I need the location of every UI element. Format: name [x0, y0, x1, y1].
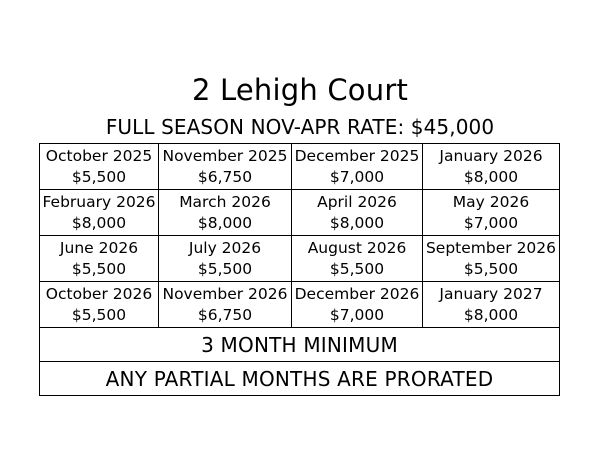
month-price: $7,000 [329, 167, 385, 186]
month-price: $7,000 [329, 305, 385, 324]
month-price: $8,000 [329, 213, 385, 232]
month-price: $6,750 [197, 305, 253, 324]
monthly-rate-table [39, 143, 560, 396]
month-label: May 2026 [452, 192, 530, 211]
month-price: $8,000 [463, 305, 519, 324]
month-label: June 2026 [59, 238, 139, 257]
month-price: $5,500 [71, 305, 127, 324]
rate-cell [292, 144, 423, 190]
rate-cell [40, 282, 159, 328]
month-price: $7,000 [463, 213, 519, 232]
table-row [40, 144, 560, 190]
month-price: $8,000 [463, 167, 519, 186]
month-price: $5,500 [463, 259, 519, 278]
minimum-stay-row [40, 328, 560, 362]
rate-cell [423, 190, 560, 236]
month-label: November 2025 [162, 146, 288, 165]
rate-cell [159, 190, 292, 236]
full-season-rate: FULL SEASON NOV-APR RATE: $45,000 [105, 115, 495, 139]
rate-cell [292, 282, 423, 328]
table-row [40, 190, 560, 236]
table-row [40, 282, 560, 328]
month-label: November 2026 [162, 284, 288, 303]
rate-cell [159, 144, 292, 190]
rate-cell [423, 282, 560, 328]
rate-cell [292, 236, 423, 282]
proration-note: ANY PARTIAL MONTHS ARE PRORATED [40, 362, 560, 396]
month-label: April 2026 [317, 192, 397, 211]
month-label: January 2026 [439, 146, 543, 165]
month-price: $5,500 [197, 259, 253, 278]
rate-cell [40, 190, 159, 236]
rate-cell [40, 236, 159, 282]
rate-cell [423, 144, 560, 190]
month-label: December 2026 [294, 284, 420, 303]
month-label: October 2026 [45, 284, 153, 303]
rate-cell [159, 236, 292, 282]
rate-cell [40, 144, 159, 190]
month-price: $8,000 [197, 213, 253, 232]
month-price: $8,000 [71, 213, 127, 232]
minimum-stay-note: 3 MONTH MINIMUM [40, 328, 560, 362]
month-label: August 2026 [307, 238, 407, 257]
month-price: $5,500 [71, 167, 127, 186]
month-price: $6,750 [197, 167, 253, 186]
rate-cell [423, 236, 560, 282]
month-label: July 2026 [188, 238, 262, 257]
month-label: February 2026 [42, 192, 156, 211]
proration-row [40, 362, 560, 396]
month-price: $5,500 [329, 259, 385, 278]
month-label: September 2026 [425, 238, 557, 257]
month-label: January 2027 [439, 284, 543, 303]
month-label: October 2025 [45, 146, 153, 165]
month-price: $5,500 [71, 259, 127, 278]
table-row [40, 236, 560, 282]
rate-cell [159, 282, 292, 328]
month-label: March 2026 [179, 192, 271, 211]
rate-cell [292, 190, 423, 236]
page-title: 2 Lehigh Court [191, 73, 409, 107]
month-label: December 2025 [294, 146, 420, 165]
